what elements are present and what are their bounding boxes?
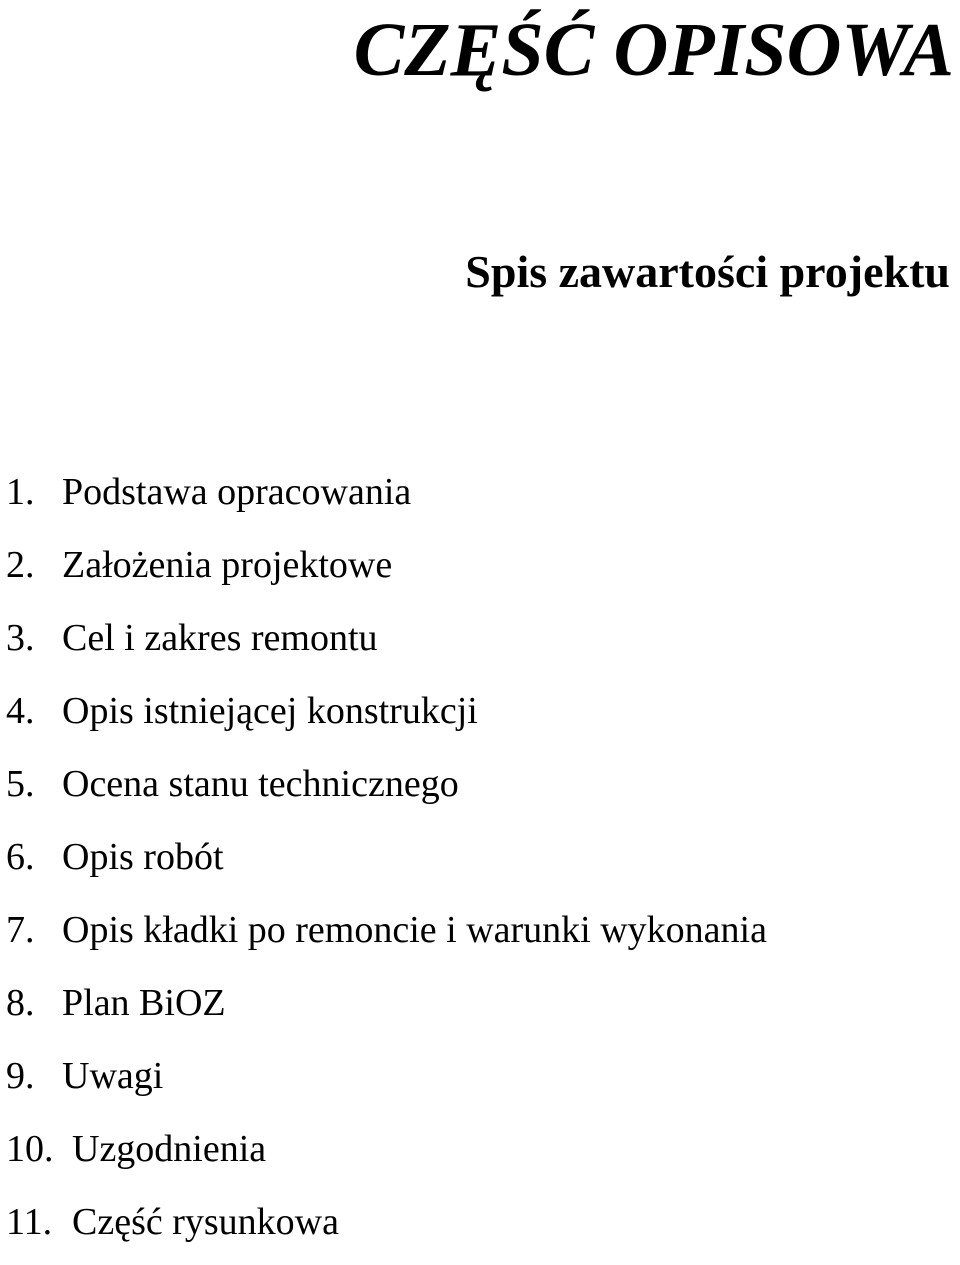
toc-item-text: Opis istniejącej konstrukcji (62, 690, 478, 732)
toc-item-number: 8. (6, 982, 35, 1024)
toc-item-text: Podstawa opracowania (62, 471, 412, 513)
toc-item-number: 10. (6, 1128, 54, 1170)
toc-item-number: 7. (6, 909, 35, 951)
toc-item-text: Założenia projektowe (62, 544, 393, 586)
toc-item-number: 9. (6, 1055, 35, 1097)
toc-item-text: Plan BiOZ (62, 982, 226, 1024)
toc-item-number: 3. (6, 617, 35, 659)
toc-item-text: Cel i zakres remontu (62, 617, 378, 659)
main-title: CZĘŚĆ OPISOWA (353, 8, 954, 92)
toc-item-text: Część rysunkowa (72, 1201, 339, 1243)
toc-item-number: 2. (6, 544, 35, 586)
toc-item-text: Opis robót (62, 836, 224, 878)
toc-item-number: 4. (6, 690, 35, 732)
toc-item-number: 11. (6, 1201, 53, 1243)
toc-item-text: Ocena stanu technicznego (62, 763, 459, 805)
toc-item-text: Opis kładki po remoncie i warunki wykonania (62, 909, 767, 951)
subtitle: Spis zawartości projektu (465, 246, 950, 297)
toc-item-text: Uwagi (62, 1055, 164, 1097)
toc-item-number: 1. (6, 471, 35, 513)
toc-item-text: Uzgodnienia (72, 1128, 267, 1170)
toc-item-number: 6. (6, 836, 35, 878)
toc-item-number: 5. (6, 763, 35, 805)
